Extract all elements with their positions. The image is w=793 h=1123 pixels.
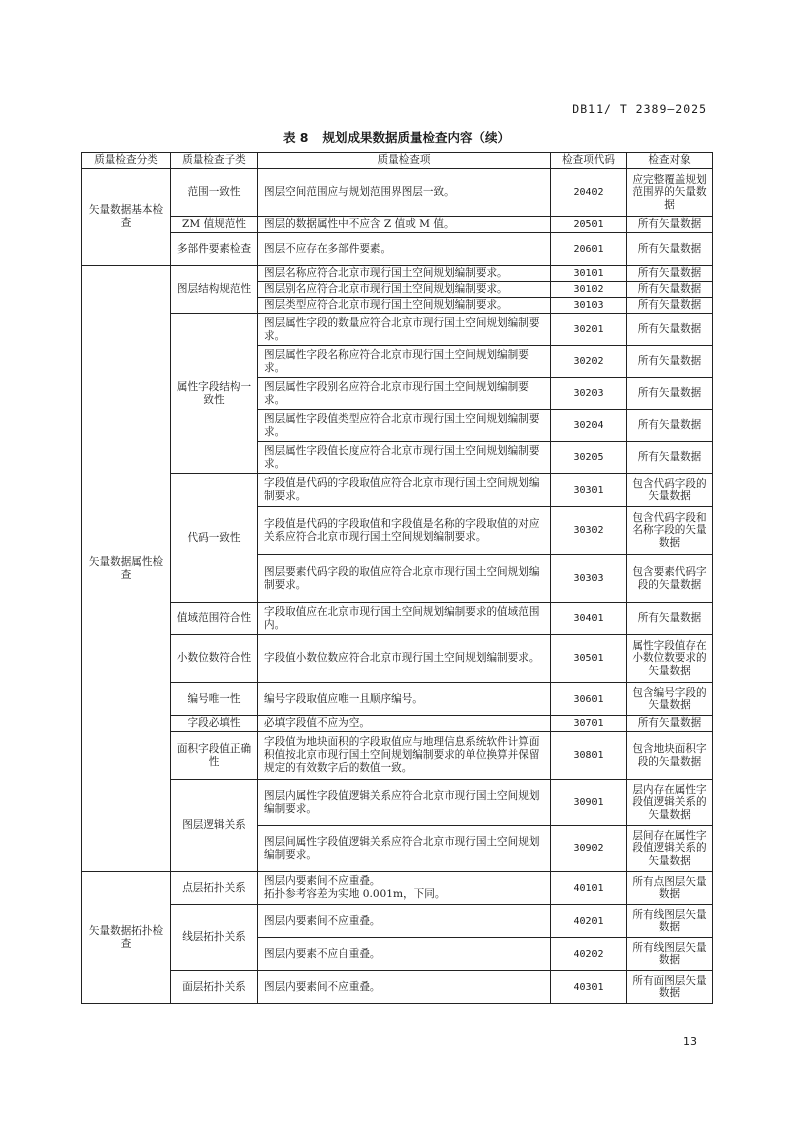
column-header: 检查对象 xyxy=(627,153,713,169)
object-cell: 所有线图层矢量数据 xyxy=(627,905,713,938)
item-cell: 字段值是代码的字段取值和字段值是名称的字段取值的对应关系应符合北京市现行国土空间规划编制要求。 xyxy=(258,507,551,555)
item-cell: 图层内要素间不应重叠。 xyxy=(258,905,551,938)
item-cell: 图层属性字段值类型应符合北京市现行国土空间规划编制要求。 xyxy=(258,410,551,442)
object-cell: 所有矢量数据 xyxy=(627,266,713,282)
subcategory-cell: 点层拓扑关系 xyxy=(171,872,258,905)
object-cell: 包含代码字段和名称字段的矢量数据 xyxy=(627,507,713,555)
item-cell: 图层属性字段的数量应符合北京市现行国土空间规划编制要求。 xyxy=(258,314,551,346)
code-cell: 20601 xyxy=(551,233,627,266)
item-cell: 图层要素代码字段的取值应符合北京市现行国土空间规划编制要求。 xyxy=(258,555,551,603)
column-header: 质量检查子类 xyxy=(171,153,258,169)
category-cell: 矢量数据基本检查 xyxy=(82,169,171,266)
object-cell: 所有点图层矢量数据 xyxy=(627,872,713,905)
table-title: 规划成果数据质量检查内容（续） xyxy=(322,130,511,145)
object-cell: 所有面图层矢量数据 xyxy=(627,971,713,1004)
table-row xyxy=(82,635,713,683)
code-cell: 40101 xyxy=(551,872,627,905)
object-cell: 应完整覆盖规划范围界的矢量数据 xyxy=(627,169,713,217)
object-cell: 所有矢量数据 xyxy=(627,442,713,474)
object-cell: 所有矢量数据 xyxy=(627,346,713,378)
object-cell: 属性字段值存在小数位数要求的矢量数据 xyxy=(627,635,713,683)
code-cell: 30601 xyxy=(551,683,627,716)
item-cell: 图层属性字段别名应符合北京市现行国土空间规划编制要求。 xyxy=(258,378,551,410)
code-cell: 30201 xyxy=(551,314,627,346)
subcategory-cell: 字段必填性 xyxy=(171,716,258,732)
subcategory-cell: 图层逻辑关系 xyxy=(171,780,258,872)
code-cell: 30101 xyxy=(551,266,627,282)
table-row xyxy=(82,905,713,938)
column-header: 检查项代码 xyxy=(551,153,627,169)
code-cell: 20402 xyxy=(551,169,627,217)
object-cell: 所有线图层矢量数据 xyxy=(627,938,713,971)
code-cell: 30103 xyxy=(551,298,627,314)
item-cell: 图层名称应符合北京市现行国土空间规划编制要求。 xyxy=(258,266,551,282)
object-cell: 所有矢量数据 xyxy=(627,217,713,233)
subcategory-cell: 小数位数符合性 xyxy=(171,635,258,683)
code-cell: 40201 xyxy=(551,905,627,938)
code-cell: 30902 xyxy=(551,826,627,872)
table-row xyxy=(82,314,713,346)
code-cell: 40301 xyxy=(551,971,627,1004)
table-row xyxy=(82,683,713,716)
table-header-row xyxy=(82,153,713,169)
object-cell: 层内存在属性字段值逻辑关系的矢量数据 xyxy=(627,780,713,826)
table-row xyxy=(82,169,713,217)
object-cell: 包含要素代码字段的矢量数据 xyxy=(627,555,713,603)
subcategory-cell: 图层结构规范性 xyxy=(171,266,258,314)
item-cell: 图层别名应符合北京市现行国土空间规划编制要求。 xyxy=(258,282,551,298)
subcategory-cell: 面积字段值正确性 xyxy=(171,732,258,780)
object-cell: 所有矢量数据 xyxy=(627,233,713,266)
item-note: 拓扑参考容差为实地 0.001m，下同。 xyxy=(264,888,446,900)
item-cell: 图层不应存在多部件要素。 xyxy=(258,233,551,266)
item-cell: 必填字段值不应为空。 xyxy=(258,716,551,732)
subcategory-cell: 属性字段结构一致性 xyxy=(171,314,258,474)
item-cell: 图层类型应符合北京市现行国土空间规划编制要求。 xyxy=(258,298,551,314)
item-cell: 字段值小数位数应符合北京市现行国土空间规划编制要求。 xyxy=(258,635,551,683)
item-line: 图层内要素间不应重叠。 xyxy=(264,875,381,887)
item-cell: 字段值为地块面积的字段取值应与地理信息系统软件计算面积值按北京市现行国土空间规划编制要求的单位换算并保留规定的有效数字后的数值一致。 xyxy=(258,732,551,780)
object-cell: 包含代码字段的矢量数据 xyxy=(627,474,713,507)
object-cell: 所有矢量数据 xyxy=(627,282,713,298)
object-cell: 包含地块面积字段的矢量数据 xyxy=(627,732,713,780)
code-cell: 30203 xyxy=(551,378,627,410)
code-cell: 30801 xyxy=(551,732,627,780)
item-cell: 字段取值应在北京市现行国土空间规划编制要求的值域范围内。 xyxy=(258,603,551,635)
table-row xyxy=(82,971,713,1004)
page-number: 13 xyxy=(683,1035,697,1048)
quality-check-table xyxy=(81,152,713,1004)
item-cell: 字段值是代码的字段取值应符合北京市现行国土空间规划编制要求。 xyxy=(258,474,551,507)
item-cell xyxy=(258,872,551,905)
table-row xyxy=(82,732,713,780)
category-cell: 矢量数据属性检查 xyxy=(82,266,171,872)
standard-code: DB11/ T 2389—2025 xyxy=(572,102,707,116)
table-number: 表 8 xyxy=(282,130,309,145)
subcategory-cell: 多部件要素检查 xyxy=(171,233,258,266)
code-cell: 20501 xyxy=(551,217,627,233)
item-cell: 图层内要素不应自重叠。 xyxy=(258,938,551,971)
object-cell: 所有矢量数据 xyxy=(627,314,713,346)
subcategory-cell: 值域范围符合性 xyxy=(171,603,258,635)
table-row xyxy=(82,233,713,266)
code-cell: 30901 xyxy=(551,780,627,826)
code-cell: 30202 xyxy=(551,346,627,378)
column-header: 质量检查分类 xyxy=(82,153,171,169)
code-cell: 30501 xyxy=(551,635,627,683)
item-cell: 编号字段取值应唯一且顺序编号。 xyxy=(258,683,551,716)
code-cell: 40202 xyxy=(551,938,627,971)
item-cell: 图层空间范围应与规划范围界图层一致。 xyxy=(258,169,551,217)
table-row xyxy=(82,872,713,905)
subcategory-cell: 线层拓扑关系 xyxy=(171,905,258,971)
object-cell: 所有矢量数据 xyxy=(627,378,713,410)
code-cell: 30205 xyxy=(551,442,627,474)
subcategory-cell: 编号唯一性 xyxy=(171,683,258,716)
table-row xyxy=(82,603,713,635)
subcategory-cell: 范围一致性 xyxy=(171,169,258,217)
table-caption xyxy=(0,128,793,146)
object-cell: 所有矢量数据 xyxy=(627,603,713,635)
code-cell: 30701 xyxy=(551,716,627,732)
table-row xyxy=(82,780,713,826)
column-header: 质量检查项 xyxy=(258,153,551,169)
code-cell: 30302 xyxy=(551,507,627,555)
item-cell: 图层的数据属性中不应含 Z 值或 M 值。 xyxy=(258,217,551,233)
item-cell: 图层属性字段值长度应符合北京市现行国土空间规划编制要求。 xyxy=(258,442,551,474)
object-cell: 包含编号字段的矢量数据 xyxy=(627,683,713,716)
subcategory-cell: 代码一致性 xyxy=(171,474,258,603)
code-cell: 30102 xyxy=(551,282,627,298)
table-row xyxy=(82,266,713,282)
code-cell: 30303 xyxy=(551,555,627,603)
code-cell: 30204 xyxy=(551,410,627,442)
subcategory-cell: ZM 值规范性 xyxy=(171,217,258,233)
object-cell: 所有矢量数据 xyxy=(627,716,713,732)
object-cell: 所有矢量数据 xyxy=(627,298,713,314)
code-cell: 30301 xyxy=(551,474,627,507)
code-cell: 30401 xyxy=(551,603,627,635)
subcategory-cell: 面层拓扑关系 xyxy=(171,971,258,1004)
item-cell: 图层内要素间不应重叠。 xyxy=(258,971,551,1004)
object-cell: 所有矢量数据 xyxy=(627,410,713,442)
object-cell: 层间存在属性字段值逻辑关系的矢量数据 xyxy=(627,826,713,872)
category-cell: 矢量数据拓扑检查 xyxy=(82,872,171,1004)
table-row xyxy=(82,716,713,732)
table-row xyxy=(82,474,713,507)
item-cell: 图层间属性字段值逻辑关系应符合北京市现行国土空间规划编制要求。 xyxy=(258,826,551,872)
item-cell: 图层属性字段名称应符合北京市现行国土空间规划编制要求。 xyxy=(258,346,551,378)
item-cell: 图层内属性字段值逻辑关系应符合北京市现行国土空间规划编制要求。 xyxy=(258,780,551,826)
table-row xyxy=(82,217,713,233)
